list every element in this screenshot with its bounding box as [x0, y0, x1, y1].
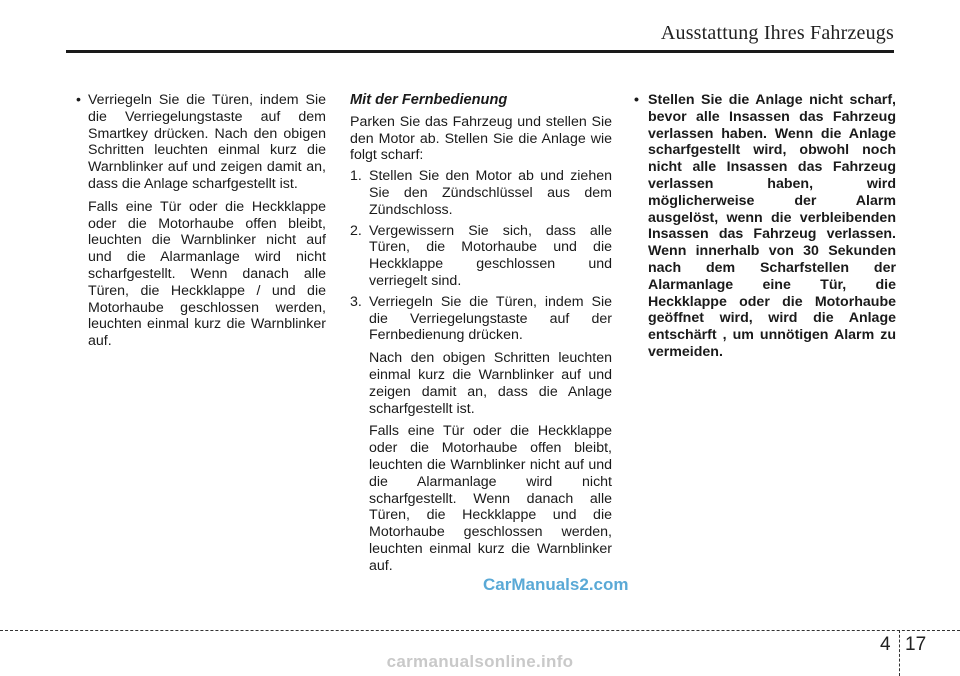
- page-number: 17: [905, 634, 927, 655]
- warning-text: Stellen Sie die Anlage nicht scharf, bevor alle Insassen das Fahrzeug verlassen haben. Wenn die Anlage scharfgestellt wird, obwohl noch nicht alle Insassen das Fahrzeug verlassen haben, wird möglicherweise der Alarm ausgelöst, wenn die verbleibenden Insassen das Fahrzeug verlassen. Wenn innerhalb von 30 Sekunden nach dem Scharfstellen der Alarmanlage eine Tür, die Heckklappe oder die Motorhaube geöffnet wird, wird die Anlage entschärft , um unnötigen Alarm zu vermeiden.: [648, 92, 896, 360]
- step-number: 1.: [350, 168, 362, 185]
- column-2: [350, 92, 612, 575]
- step-text: Verriegeln Sie die Türen, indem Sie die Verriegelungstaste auf der Fernbedienung drücken.: [369, 293, 612, 344]
- watermark-link[interactable]: CarManuals2.com: [483, 575, 629, 594]
- bullet-dot: •: [76, 92, 81, 108]
- intro-paragraph: Parken Sie das Fahrzeug und stellen Sie den Motor ab. Stellen Sie die Anlage wie folgt scharf:: [350, 113, 612, 164]
- footer-watermark: carmanualsonline.info: [386, 652, 574, 671]
- bullet-dot: •: [634, 92, 639, 108]
- step-number: 3.: [350, 293, 362, 310]
- bullet-text: Verriegeln Sie die Türen, indem Sie die Verriegelungstaste auf dem Smartkey drücken. Nach den obigen Schritten leuchten einmal kurz die Warnblinker auf und zeigen damit an, dass die Anlage scharfgestellt ist.: [88, 92, 326, 192]
- step-number: 2.: [350, 222, 362, 239]
- section-heading: Mit der Fernbedienung: [350, 92, 508, 108]
- step-text: Vergewissern Sie sich, dass alle Türen, die Motorhaube und die Heckklappe geschlossen und verriegelt sind.: [369, 222, 612, 289]
- paragraph: Falls eine Tür oder die Heckklappe oder die Motorhaube offen bleibt, leuchten die Warnblinker nicht auf und die Alarmanlage wird nicht scharfgestellt. Wenn danach alle Türen, die Heckklappe / und die Motorhaube geschlossen werden, leuchten einmal kurz die Warnblinker auf.: [88, 198, 326, 350]
- header-rule: [66, 50, 894, 53]
- column-3: [634, 92, 896, 361]
- step-text: Stellen Sie den Motor ab und ziehen Sie den Zündschlüssel aus dem Zündschloss.: [369, 168, 612, 218]
- step-item: [350, 294, 612, 344]
- footer-rule: [0, 630, 960, 631]
- step-note: Falls eine Tür oder die Heckklappe oder die Motorhaube offen bleibt, leuchten die Warnblinker nicht auf und die Alarmanlage wird nicht scharfgestellt. Wenn danach alle Türen, die Heckklappe und die Motorhaube geschlossen werden, leuchten einmal kurz die Warnblinker auf.: [369, 423, 612, 574]
- step-item: [350, 168, 612, 218]
- chapter-number: 4: [880, 634, 891, 655]
- page-header-title: Ausstattung Ihres Fahrzeugs: [660, 22, 894, 44]
- step-note: Nach den obigen Schritten leuchten einmal kurz die Warnblinker auf und zeigen damit an, dass die Anlage scharfgestellt ist.: [369, 350, 612, 417]
- warning-bullet: [634, 92, 896, 361]
- column-1: [76, 92, 326, 350]
- step-item: [350, 223, 612, 290]
- bullet-item: [76, 92, 326, 193]
